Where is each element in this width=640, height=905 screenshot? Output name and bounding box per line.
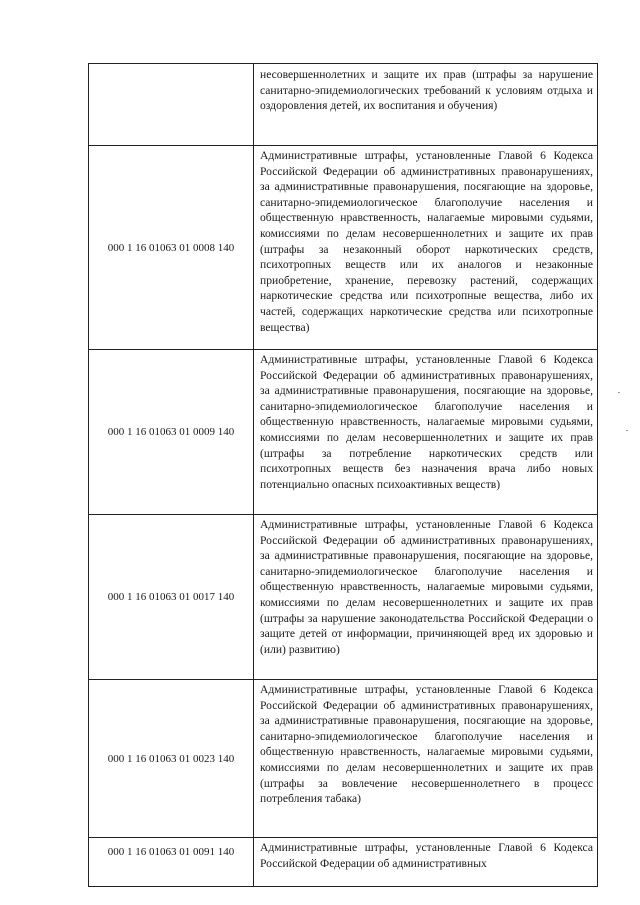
code-cell: 000 1 16 01063 01 0091 140 <box>89 838 254 887</box>
code-cell: 000 1 16 01063 01 0008 140 <box>89 146 254 350</box>
description-text: несовершеннолетних и защите их прав (штрафы за нарушение санитарно-эпидемиологических требований к условиям отдыха и оздоровления детей, их воспитания и обучения) <box>260 68 593 113</box>
description-cell <box>254 64 598 146</box>
budget-code-table <box>88 63 598 887</box>
description-text: Административные штрафы, установленные Главой 6 Кодекса Российской Федерации об административных правонарушениях, за административные правонарушения, посягающие на здоровье, санитарно-эпидемиологическое благополучие населения и общественную нравственность, налагаемые мировыми судьями, комиссиями по делам несовершеннолетних и защите их прав (штрафы за нарушение законодательства Российской Федерации о защите детей от информации, причиняющей вред их здоровью и (или) развитию) <box>260 518 593 656</box>
table-row <box>89 146 598 350</box>
table-row <box>89 515 598 680</box>
table-row <box>89 350 598 515</box>
table-row <box>89 64 598 146</box>
description-text: Административные штрафы, установленные Главой 6 Кодекса Российской Федерации об административных правонарушениях, за административные правонарушения, посягающие на здоровье, санитарно-эпидемиологическое благополучие населения и общественную нравственность, налагаемые мировыми судьями, комиссиями по делам несовершеннолетних и защите их прав (штрафы за незаконный оборот наркотических средств, психотропных веществ или их аналогов и незаконные приобретение, хранение, перевозку растений, содержащих наркотические средства или психотропные вещества, либо их частей, содержащих наркотические средства или психотропные вещества) <box>260 149 593 334</box>
description-cell <box>254 350 598 515</box>
code-cell: 000 1 16 01063 01 0009 140 <box>89 350 254 515</box>
code-cell <box>89 64 254 146</box>
description-text: Административные штрафы, установленные Главой 6 Кодекса Российской Федерации об административных правонарушениях, за административные правонарушения, посягающие на здоровье, санитарно-эпидемиологическое благополучие населения и общественную нравственность, налагаемые мировыми судьями, комиссиями по делам несовершеннолетних и защите их прав (штрафы за потребление наркотических средств или психотропных веществ без назначения врача либо новых потенциально опасных психоактивных веществ) <box>260 353 593 491</box>
description-cell <box>254 515 598 680</box>
table-row <box>89 680 598 838</box>
table-row <box>89 838 598 887</box>
scan-speck <box>626 430 628 431</box>
scan-speck <box>618 392 620 393</box>
description-text: Административные штрафы, установленные Главой 6 Кодекса Российской Федерации об административных правонарушениях, за административные правонарушения, посягающие на здоровье, санитарно-эпидемиологическое благополучие населения и общественную нравственность, налагаемые мировыми судьями, комиссиями по делам несовершеннолетних и защите их прав (штрафы за вовлечение несовершеннолетнего в процесс потребления табака) <box>260 683 593 806</box>
code-cell: 000 1 16 01063 01 0017 140 <box>89 515 254 680</box>
description-cell <box>254 838 598 887</box>
description-cell <box>254 146 598 350</box>
description-cell <box>254 680 598 838</box>
description-text: Административные штрафы, установленные Главой 6 Кодекса Российской Федерации об административных <box>260 841 593 870</box>
code-cell: 000 1 16 01063 01 0023 140 <box>89 680 254 838</box>
